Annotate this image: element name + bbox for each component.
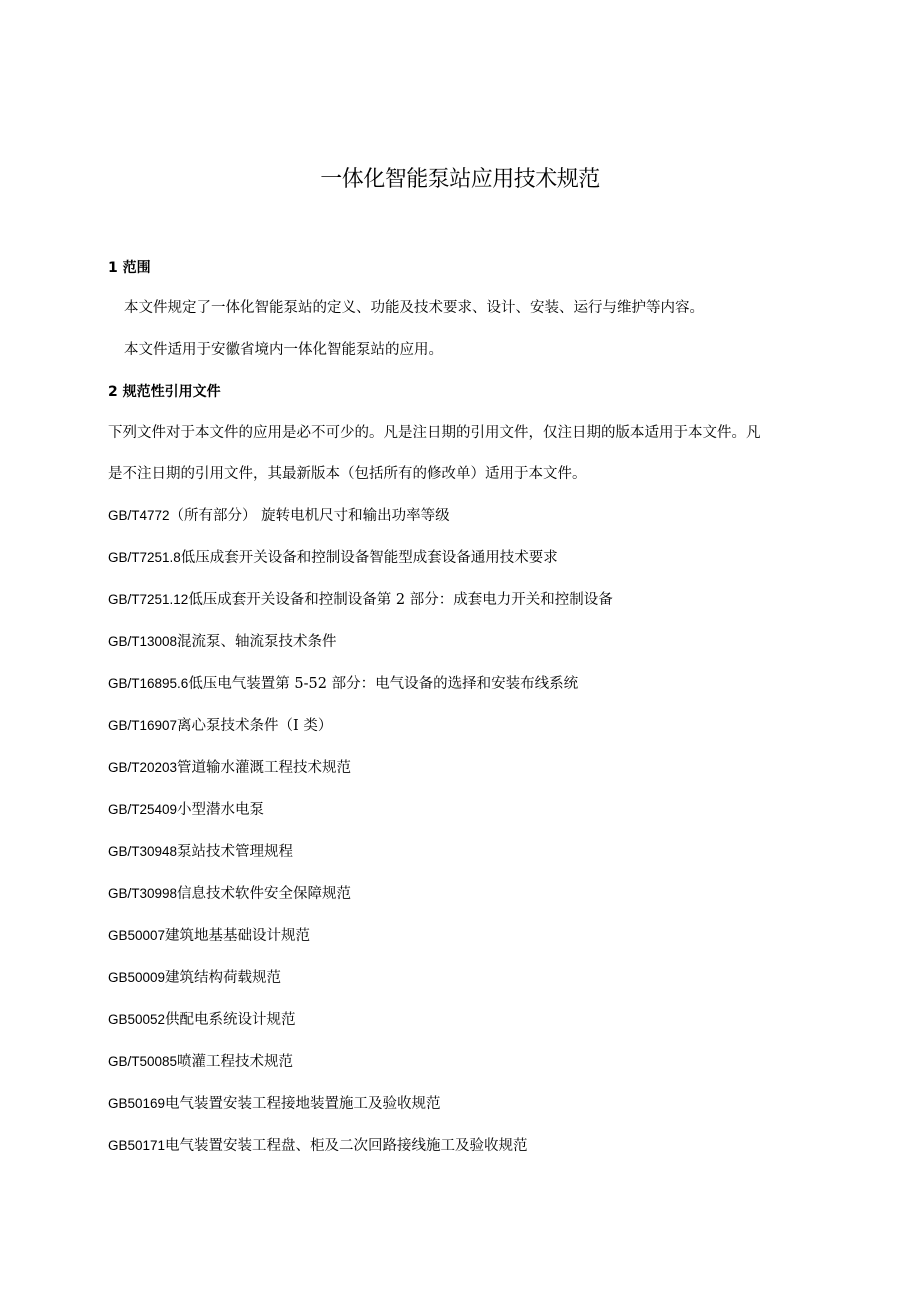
- reference-title: 管道输水灌溉工程技术规范: [177, 760, 352, 776]
- reference-item: [108, 715, 332, 737]
- reference-code: GB/T16895.6: [108, 676, 189, 691]
- reference-title: 建筑地基基础设计规范: [165, 928, 311, 944]
- reference-item: [108, 967, 281, 989]
- reference-item: [108, 1135, 528, 1157]
- reference-code: GB/T7251.12: [108, 592, 189, 607]
- reference-title: 离心泵技术条件（I 类）: [177, 718, 333, 734]
- reference-item: [108, 589, 613, 611]
- reference-item: [108, 631, 337, 653]
- reference-code: GB50171: [108, 1138, 166, 1153]
- reference-code: GB/T20203: [108, 760, 178, 775]
- reference-code: GB/T30948: [108, 844, 178, 859]
- reference-code: GB/T25409: [108, 802, 178, 817]
- section-heading-normative-references: 2 规范性引用文件: [108, 384, 221, 400]
- reference-item: [108, 505, 450, 527]
- scope-paragraph-2: 本文件适用于安徽省境内一体化智能泵站的应用。: [124, 342, 443, 358]
- reference-item: [108, 673, 578, 695]
- reference-title: （所有部分） 旋转电机尺寸和输出功率等级: [169, 508, 450, 524]
- reference-item: [108, 799, 264, 821]
- reference-item: [108, 547, 558, 569]
- reference-title: 泵站技术管理规程: [177, 844, 294, 860]
- reference-code: GB50009: [108, 970, 166, 985]
- reference-title: 建筑结构荷载规范: [165, 970, 282, 986]
- reference-item: [108, 883, 351, 905]
- reference-item: [108, 925, 310, 947]
- reference-item: [108, 841, 293, 863]
- reference-item: [108, 1009, 296, 1031]
- reference-title: 信息技术软件安全保障规范: [177, 886, 352, 902]
- reference-title: 供配电系统设计规范: [165, 1012, 296, 1028]
- reference-item: [108, 1051, 293, 1073]
- reference-title: 低压成套开关设备和控制设备智能型成套设备通用技术要求: [180, 550, 558, 566]
- reference-code: GB/T4772: [108, 508, 170, 523]
- reference-code: GB/T50085: [108, 1054, 178, 1069]
- section-heading-scope: 1 范围: [108, 260, 151, 276]
- scope-paragraph-1: 本文件规定了一体化智能泵站的定义、功能及技术要求、设计、安装、运行与维护等内容。: [124, 300, 704, 316]
- reference-title: 混流泵、轴流泵技术条件: [177, 634, 337, 650]
- reference-item: [108, 757, 351, 779]
- reference-item: [108, 1093, 441, 1115]
- reference-code: GB/T13008: [108, 634, 178, 649]
- reference-title: 低压电气装置第 5-52 部分：电气设备的选择和安装布线系统: [188, 676, 579, 692]
- reference-code: GB/T30998: [108, 886, 178, 901]
- reference-title: 电气装置安装工程盘、柜及二次回路接线施工及验收规范: [165, 1138, 528, 1154]
- reference-title: 喷灌工程技术规范: [177, 1054, 294, 1070]
- reference-code: GB50169: [108, 1096, 166, 1111]
- reference-code: GB/T16907: [108, 718, 178, 733]
- reference-code: GB50052: [108, 1012, 166, 1027]
- references-intro-line-1: 下列文件对于本文件的应用是必不可少的。凡是注日期的引用文件，仅注日期的版本适用于本文件。凡: [108, 425, 761, 441]
- document-title: 一体化智能泵站应用技术规范: [320, 167, 600, 192]
- reference-title: 电气装置安装工程接地装置施工及验收规范: [165, 1096, 441, 1112]
- references-intro-line-2: 是不注日期的引用文件，其最新版本（包括所有的修改单）适用于本文件。: [108, 466, 587, 482]
- reference-title: 低压成套开关设备和控制设备第 2 部分：成套电力开关和控制设备: [188, 592, 613, 608]
- reference-title: 小型潜水电泵: [177, 802, 265, 818]
- reference-code: GB50007: [108, 928, 166, 943]
- reference-code: GB/T7251.8: [108, 550, 181, 565]
